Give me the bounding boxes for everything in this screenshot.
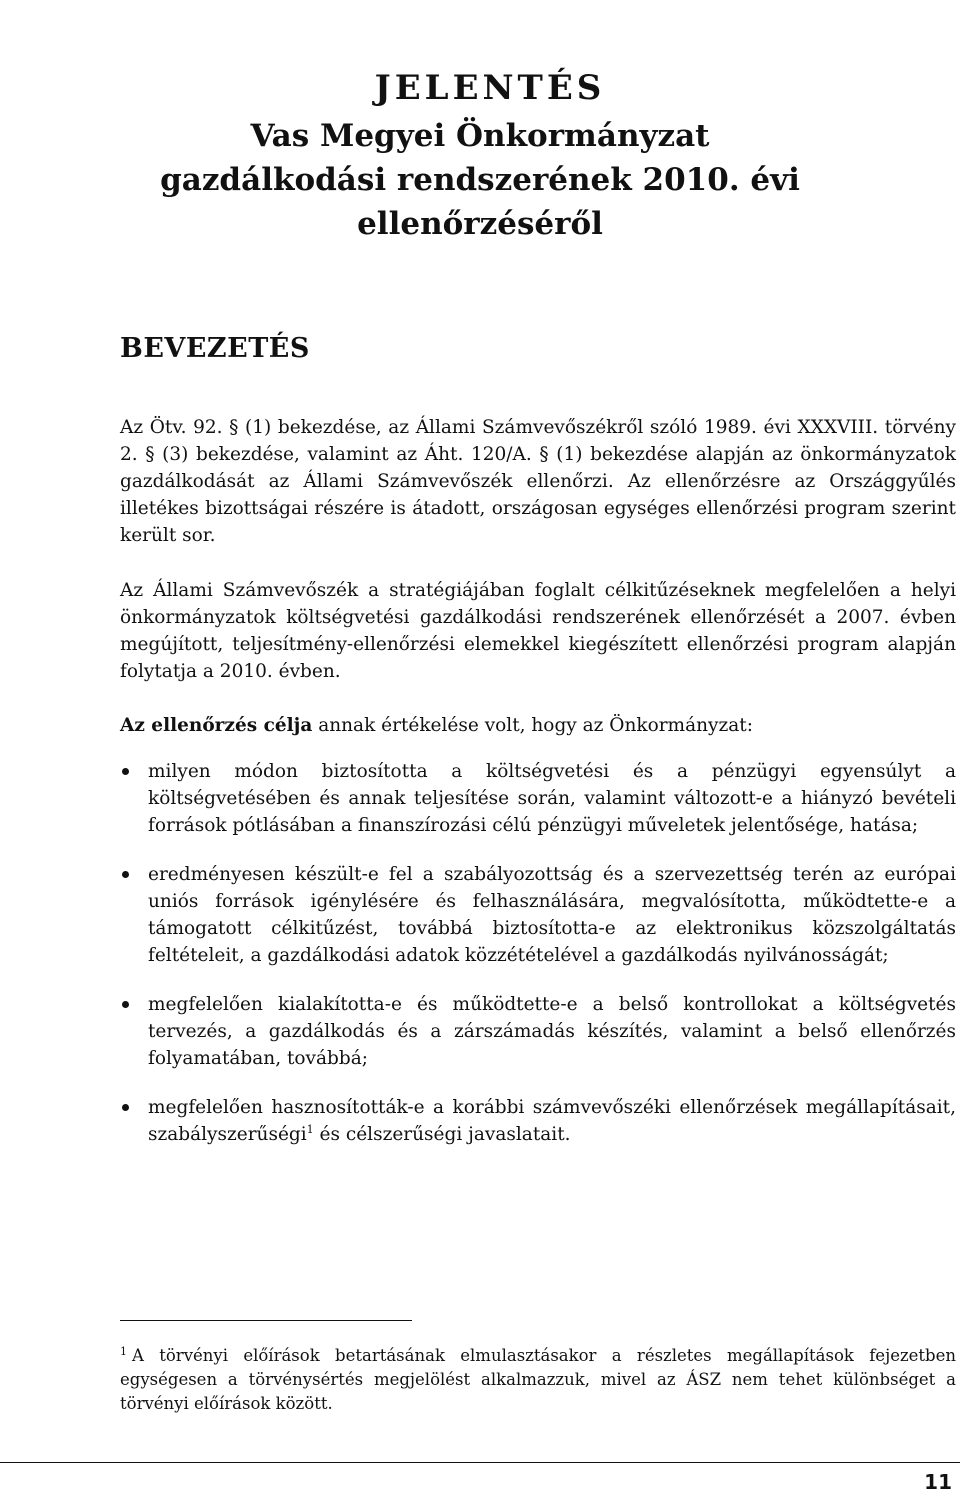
list-item-text: megfelelően hasznosították-e a korábbi számvevőszéki ellenőrzések megállapításait, szabályszerűségi <box>148 1097 956 1145</box>
page-number: 11 <box>924 1470 952 1494</box>
paragraph-audit-purpose <box>120 712 956 739</box>
footnote-number: 1 <box>120 1344 127 1358</box>
bullet-icon <box>122 1001 129 1008</box>
list-item-text-tail: és célszerűségi javaslatait. <box>313 1124 571 1145</box>
paragraph-legal-basis: Az Ötv. 92. § (1) bekezdése, az Állami Számvevőszékről szóló 1989. évi XXXVIII. törvény 2. § (3) bekezdése, valamint az Áht. 120/A. § (1) bekezdése alapján az önkormányzatok gazdálkodását az Állami Számvevőszék ellenőrzi. Az ellenőrzésre az Országgyűlés illetékes bizottságai részére is átadott, országosan egységes ellenőrzési program szerint került sor. <box>120 417 956 546</box>
list-item <box>120 991 956 1072</box>
bullet-icon <box>122 768 129 775</box>
footnote-divider <box>120 1320 412 1321</box>
page-footer-divider <box>0 1462 960 1463</box>
list-item <box>120 758 956 839</box>
list-item-text: eredményesen készült-e fel a szabályozottság és a szervezettség terén az európai uniós források igénylésére és felhasználására, megvalósította, működtette-e a támogatott célkitűzést, továbbá biztosította-e az elektronikus közszolgáltatás feltételeit, a gazdálkodási adatok közzétételével a gazdálkodás nyilvánosságát; <box>148 864 956 966</box>
document-title-line-1: Vas Megyei Önkormányzat <box>250 118 710 154</box>
paragraph-strategy: Az Állami Számvevőszék a stratégiájában foglalt célkitűzéseknek megfelelően a helyi önkormányzatok költségvetési gazdálkodási rendszerének ellenőrzését a 2007. évben megújított, teljesítmény-ellenőrzési elemekkel kiegészített ellenőrzési program alapján folytatja a 2010. évben. <box>120 580 956 682</box>
footnote <box>120 1344 956 1416</box>
title-block <box>120 62 840 246</box>
footnote-text: A törvényi előírások betartásának elmulasztásakor a részletes megállapítások fejezetben egységesen a törvénysértés megjelölést alkalmazzuk, mivel az ÁSZ nem tehet különbséget a törvényi előírások között. <box>120 1346 956 1413</box>
footnote-reference[interactable]: 1 <box>306 1122 314 1136</box>
audit-purpose-rest: annak értékelése volt, hogy az Önkormányzat: <box>312 715 753 736</box>
audit-goals-list <box>120 758 956 1170</box>
document-kind: JELENTÉS <box>374 68 606 108</box>
bullet-icon <box>122 1104 129 1111</box>
audit-purpose-emphasis: Az ellenőrzés célja <box>120 715 313 736</box>
document-title-line-2: gazdálkodási rendszerének 2010. évi <box>160 162 800 198</box>
bullet-icon <box>122 871 129 878</box>
section-heading: BEVEZETÉS <box>120 333 310 364</box>
list-item <box>120 861 956 969</box>
list-item-text: megfelelően kialakította-e és működtette-e a belső kontrollokat a költségvetés tervezés, a gazdálkodás és a zárszámadás készítés, valamint a belső ellenőrzés folyamatában, továbbá; <box>148 994 956 1069</box>
list-item-text: milyen módon biztosította a költségvetési és a pénzügyi egyensúlyt a költségvetésében és annak teljesítése során, valamint változott-e a hiányzó bevételi források pótlásában a finanszírozási célú pénzügyi műveletek jelentősége, hatása; <box>148 761 956 836</box>
document-title-line-3: ellenőrzéséről <box>357 206 603 242</box>
list-item <box>120 1094 956 1148</box>
